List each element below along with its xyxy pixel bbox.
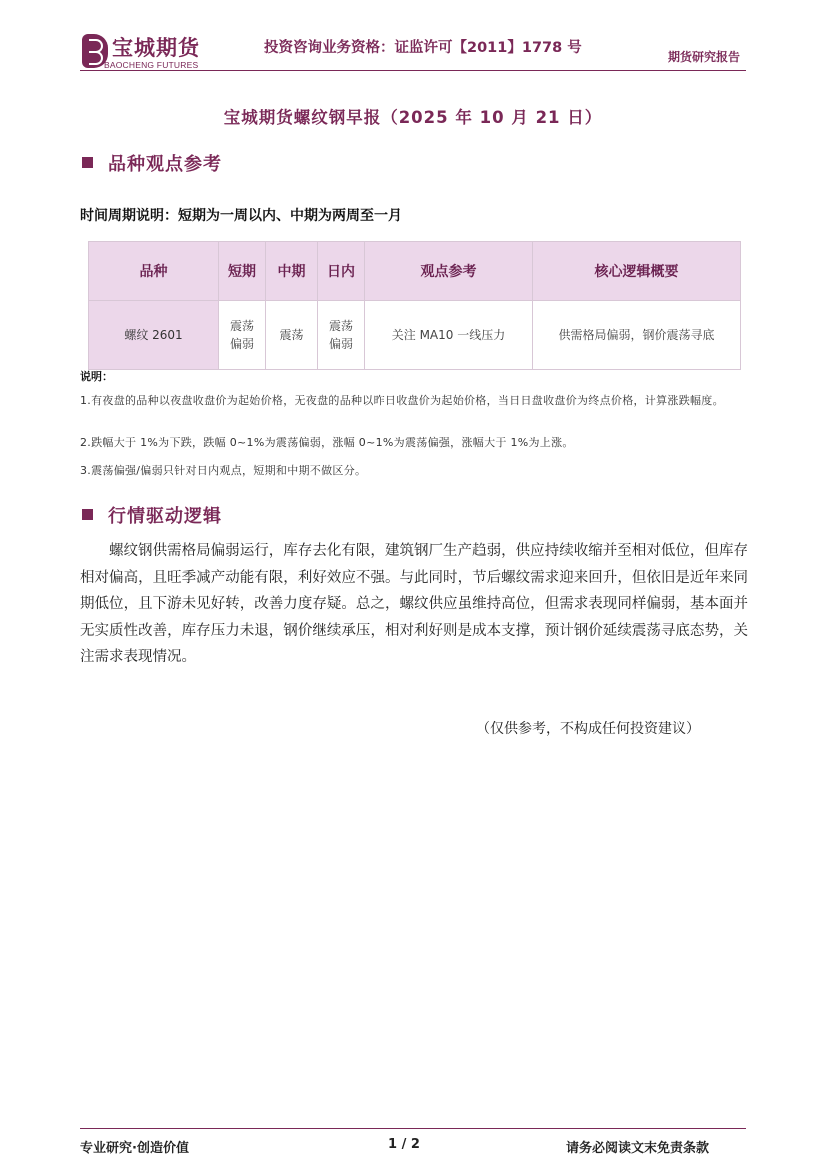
market-logic-paragraph: 螺纹钢供需格局偏弱运行，库存去化有限，建筑钢厂生产趋弱，供应持续收缩并至相对低位，但库存相对偏高，且旺季减产动能有限，利好效应不强。与此同时，节后螺纹需求迎来回升，但依旧是近年来同期低位，且下游未见好转，改善力度存疑。总之，螺纹供应虽维持高位，但需求表现同样偏弱，基本面并无实质性改善，库存压力未退，钢价继续承压，相对利好则是成本支撑，预计钢价延续震荡寻底态势，关注需求表现情况。: [80, 543, 748, 665]
footer-slogan: 专业研究·创造价值: [80, 1141, 189, 1156]
column-header: 中期: [266, 242, 318, 301]
column-header: 日内: [318, 242, 365, 301]
table-header-row: [89, 242, 741, 301]
cell-variety: 螺纹 2601: [89, 301, 219, 370]
logo-english-name: BAOCHENG FUTURES: [104, 60, 199, 70]
header-divider: [80, 70, 746, 71]
note-item: 2.跌幅大于 1%为下跌，跌幅 0~1%为震荡偏弱，涨幅 0~1%为震荡偏强，涨幅大于 1%为上涨。: [80, 436, 574, 449]
disclaimer-text: （仅供参考，不构成任何投资建议）: [476, 721, 700, 737]
footer-notice: 请务必阅读文末免责条款: [566, 1141, 710, 1156]
section-bullet-icon: [82, 509, 93, 520]
page-number: 1 / 2: [388, 1137, 420, 1152]
note-item: 1.有夜盘的品种以夜盘收盘价为起始价格，无夜盘的品种以昨日收盘价为起始价格，当日日盘收盘价为终点价格，计算涨跌幅度。: [80, 394, 724, 407]
table-row: [89, 301, 741, 370]
column-header: 短期: [219, 242, 266, 301]
notes-heading: 说明：: [80, 370, 113, 383]
cell-logic: 供需格局偏弱，钢价震荡寻底: [533, 301, 741, 370]
qualification-text: 投资咨询业务资格：证监许可【2011】1778 号: [264, 40, 582, 56]
footer-divider: [80, 1128, 746, 1129]
cell-short-term: [219, 301, 266, 370]
cell-short-term-text: 震荡偏弱: [229, 319, 254, 351]
cell-mid-term: 震荡: [266, 301, 318, 370]
period-note: 时间周期说明：短期为一周以内、中期为两周至一月: [80, 208, 402, 224]
column-header: 观点参考: [365, 242, 533, 301]
column-header: 核心逻辑概要: [533, 242, 741, 301]
section-heading-views: 品种观点参考: [108, 154, 222, 175]
column-header: 品种: [89, 242, 219, 301]
section-heading-drivers: 行情驱动逻辑: [108, 506, 222, 527]
cell-view: 关注 MA10 一线压力: [365, 301, 533, 370]
company-logo: [82, 34, 222, 74]
section-bullet-icon: [82, 157, 93, 168]
report-type-label: 期货研究报告: [668, 50, 741, 64]
note-item: 3.震荡偏强/偏弱只针对日内观点，短期和中期不做区分。: [80, 464, 367, 477]
cell-intraday-text: 震荡偏弱: [328, 319, 353, 351]
logo-chinese-name: 宝城期货: [112, 35, 200, 60]
cell-intraday: [318, 301, 365, 370]
views-table: [88, 241, 741, 370]
document-title: 宝城期货螺纹钢早报（2025 年 10 月 21 日）: [223, 108, 603, 127]
